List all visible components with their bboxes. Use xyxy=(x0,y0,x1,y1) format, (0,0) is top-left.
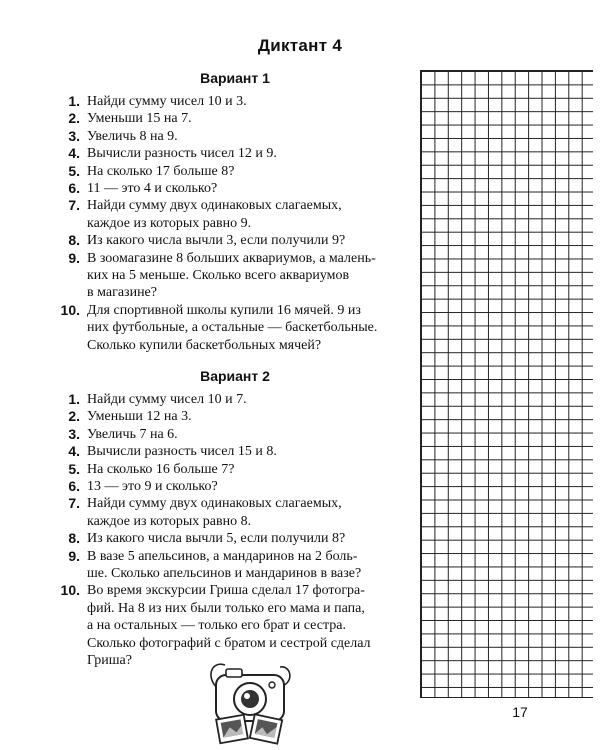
task-item xyxy=(0,302,420,354)
task-number: 7. xyxy=(68,495,80,512)
task-number: 8. xyxy=(68,530,80,547)
task-text: Вычисли разность чисел 15 и 8. xyxy=(87,444,277,460)
task-text: Найди сумму чисел 10 и 7. xyxy=(87,392,247,407)
task-number: 1. xyxy=(68,391,80,407)
task-item xyxy=(0,145,420,162)
task-item xyxy=(0,478,420,495)
task-text: Найди сумму двух одинаковых слагаемых, каждое из которых равно 8. xyxy=(87,496,342,529)
task-number: 3. xyxy=(68,127,80,144)
page-title: Диктант 4 xyxy=(257,36,343,55)
task-text: 13 — это 9 и сколько? xyxy=(87,479,218,495)
task-text: Для спортивной школы купили 16 мячей. 9 из них футбольные, а остальные — баскетбольные. Сколько купили баскетбольных мячей? xyxy=(87,302,378,353)
task-number: 9. xyxy=(68,547,80,564)
task-number: 4. xyxy=(68,443,80,460)
task-text: Найди сумму чисел 10 и 3. xyxy=(87,94,247,109)
task-number: 5. xyxy=(68,460,80,477)
task-item xyxy=(0,250,420,302)
task-text: В вазе 5 апельсинов, а мандаринов на 2 боль- ше. Сколько апельсинов и мандаринов в вазе? xyxy=(87,548,362,582)
task-text: Вычисли разность чисел 12 и 9. xyxy=(87,146,277,162)
task-item xyxy=(0,530,420,547)
task-item xyxy=(0,93,420,110)
task-text: Из какого числа вычли 5, если получили 8? xyxy=(87,531,346,547)
variant-2-title: Вариант 2 xyxy=(200,368,270,384)
task-item xyxy=(0,180,420,197)
task-number: 6. xyxy=(68,180,80,197)
variant-1-task-list xyxy=(0,93,420,354)
task-text: Во время экскурсии Гриша сделал 17 фотогра- фий. На 8 из них были только его мама и папа, а на остальных — только его брат и сестра. Сколько фотографий с братом и сестрой сделал Гриша? xyxy=(87,583,371,669)
task-text: На сколько 16 больше 7? xyxy=(87,461,235,477)
task-number: 2. xyxy=(68,110,80,127)
task-number: 4. xyxy=(68,145,80,162)
task-text: Найди сумму двух одинаковых слагаемых, каждое из которых равно 9. xyxy=(87,198,342,231)
task-text: 11 — это 4 и сколько? xyxy=(87,181,218,197)
task-text: Увеличь 7 на 6. xyxy=(87,426,178,442)
task-number: 9. xyxy=(68,249,80,266)
task-number: 10. xyxy=(60,301,80,318)
task-number: 2. xyxy=(68,408,80,425)
task-item xyxy=(0,232,420,249)
variant-1-title: Вариант 1 xyxy=(200,70,270,86)
task-item xyxy=(0,197,420,232)
task-item xyxy=(0,408,420,425)
task-text: На сколько 17 больше 8? xyxy=(87,163,235,179)
task-item xyxy=(0,110,420,127)
task-number: 3. xyxy=(68,425,80,442)
task-text: Уменьши 15 на 7. xyxy=(87,111,192,127)
task-item xyxy=(0,163,420,180)
grid-paper xyxy=(420,70,593,698)
task-item xyxy=(0,391,420,408)
task-item xyxy=(0,461,420,478)
task-item xyxy=(0,495,420,530)
task-item xyxy=(0,426,420,443)
camera-with-photos-icon xyxy=(200,655,300,745)
task-number: 8. xyxy=(68,232,80,249)
task-text: В зоомагазине 8 больших аквариумов, а малень- ких на 5 меньше. Сколько всего аквариумов в магазине? xyxy=(87,250,376,301)
task-number: 10. xyxy=(60,582,80,599)
task-item xyxy=(0,128,420,145)
task-number: 6. xyxy=(68,478,80,495)
task-number: 1. xyxy=(68,93,80,109)
task-text: Увеличь 8 на 9. xyxy=(87,128,178,144)
task-text: Уменьши 12 на 3. xyxy=(87,409,192,425)
task-item xyxy=(0,548,420,583)
page-number: 17 xyxy=(512,704,528,720)
task-number: 7. xyxy=(68,197,80,214)
task-item xyxy=(0,443,420,460)
variant-2-task-list xyxy=(0,391,420,670)
task-number: 5. xyxy=(68,162,80,179)
task-text: Из какого числа вычли 3, если получили 9? xyxy=(87,233,346,249)
